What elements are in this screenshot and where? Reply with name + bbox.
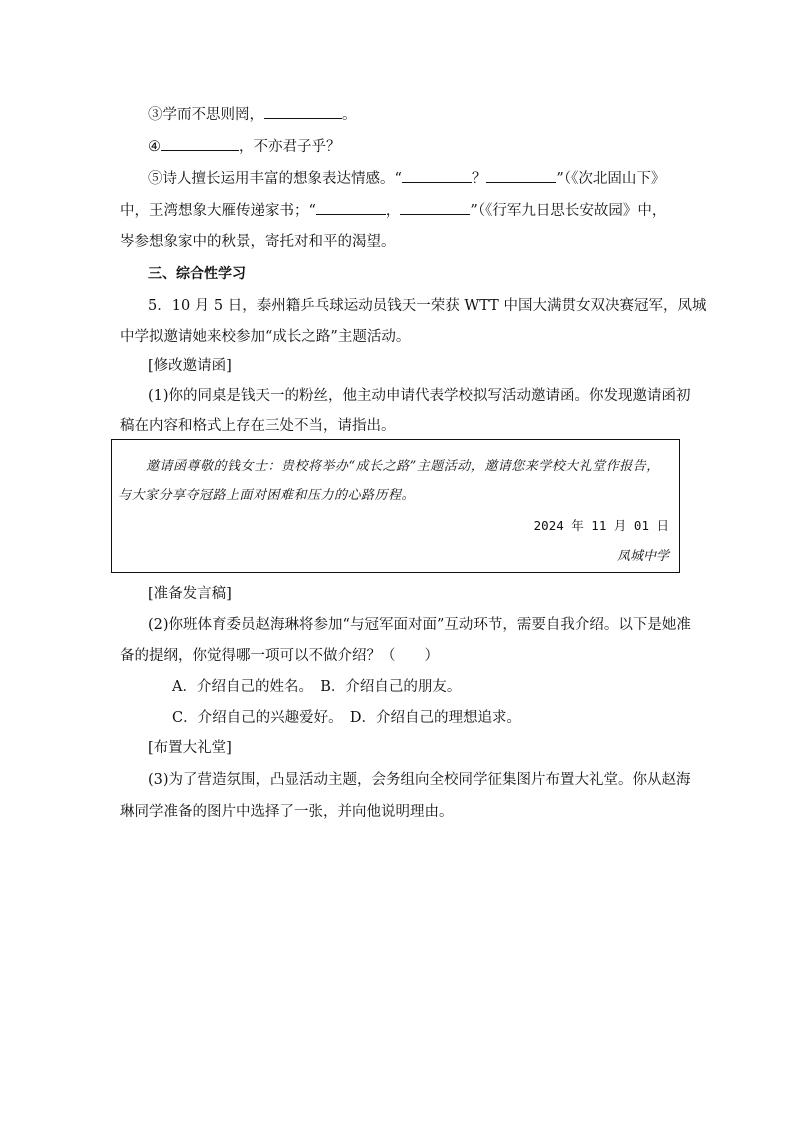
invitation-date: 2024 年 11 月 01 日 xyxy=(533,518,669,533)
part-1-question-line-1: (1)你的同桌是钱天一的粉丝，他主动申请代表学校拟写活动邀请函。你发现邀请函初 xyxy=(148,388,691,404)
invitation-line-1: 邀请函尊敬的钱女士：贵校将举办“成长之路”主题活动，邀请您来学校大礼堂作报告， xyxy=(146,459,660,474)
part-2-question-line-1: (2)你班体育委员赵海琳将参加“与冠军面对面”互动环节，需要自我介绍。以下是她准 xyxy=(148,617,691,633)
question-4-line xyxy=(148,136,341,157)
source-title: ”（《次北固山下》 xyxy=(556,171,666,187)
invitation-letter-box xyxy=(111,439,680,573)
question-5-line-3: 岑参想象家中的秋景，寄托对和平的渴望。 xyxy=(120,234,396,250)
answer-blank[interactable] xyxy=(161,136,239,151)
question-5-intro-line-1: 5．10 月 5 日，泰州籍乒乓球运动员钱天一荣获 WTT 中国大满贯女双决赛冠军，凤城 xyxy=(148,298,707,314)
comma: ， xyxy=(385,203,401,219)
question-5-intro-line-2: 中学拟邀请她来校参加“成长之路”主题活动。 xyxy=(120,329,411,345)
question-3-end: 。 xyxy=(342,107,357,123)
part-3-question-line-2: 琳同学准备的图片中选择了一张，并向他说明理由。 xyxy=(120,804,454,820)
part-2-question-line-2: 备的提纲，你觉得哪一项可以不做介绍？（ ） xyxy=(120,648,439,664)
question-5-text: 中，王湾想象大雁传递家书；“ xyxy=(120,203,316,219)
answer-blank[interactable] xyxy=(316,200,386,215)
part-1-header: [修改邀请函] xyxy=(148,358,232,374)
options-row-1: A．介绍自己的姓名。 B．介绍自己的朋友。 xyxy=(172,679,462,695)
question-3-text: ③学而不思则罔， xyxy=(148,107,264,123)
part-3-question-line-1: (3)为了营造氛围，凸显活动主题，会务组向全校同学征集图片布置大礼堂。你从赵海 xyxy=(148,772,691,788)
invitation-line-2: 与大家分享夺冠路上面对困难和压力的心路历程。 xyxy=(118,488,416,503)
invitation-signature: 凤城中学 xyxy=(616,549,669,564)
section-3-title: 三、综合性学习 xyxy=(148,266,246,282)
part-3-header: [布置大礼堂] xyxy=(148,740,232,756)
answer-blank[interactable] xyxy=(400,200,470,215)
question-5-line-2 xyxy=(120,200,666,221)
question-mark: ？ xyxy=(471,171,487,187)
question-5-line-1 xyxy=(148,168,665,189)
answer-blank[interactable] xyxy=(486,168,556,183)
answer-blank[interactable] xyxy=(402,168,472,183)
source-title: ”（《行军九日思长安故园》中， xyxy=(470,203,667,219)
options-row-2: C．介绍自己的兴趣爱好。 D．介绍自己的理想追求。 xyxy=(172,710,521,726)
question-4-text: ，不亦君子乎？ xyxy=(239,139,341,155)
question-5-text: ⑤诗人擅长运用丰富的想象表达情感。“ xyxy=(148,171,402,187)
question-4-number: ④ xyxy=(148,139,161,155)
part-1-question-line-2: 稿在内容和格式上存在三处不当，请指出。 xyxy=(120,418,396,434)
question-3-line xyxy=(148,104,357,125)
part-2-header: [准备发言稿] xyxy=(148,586,232,602)
answer-blank[interactable] xyxy=(264,104,342,119)
